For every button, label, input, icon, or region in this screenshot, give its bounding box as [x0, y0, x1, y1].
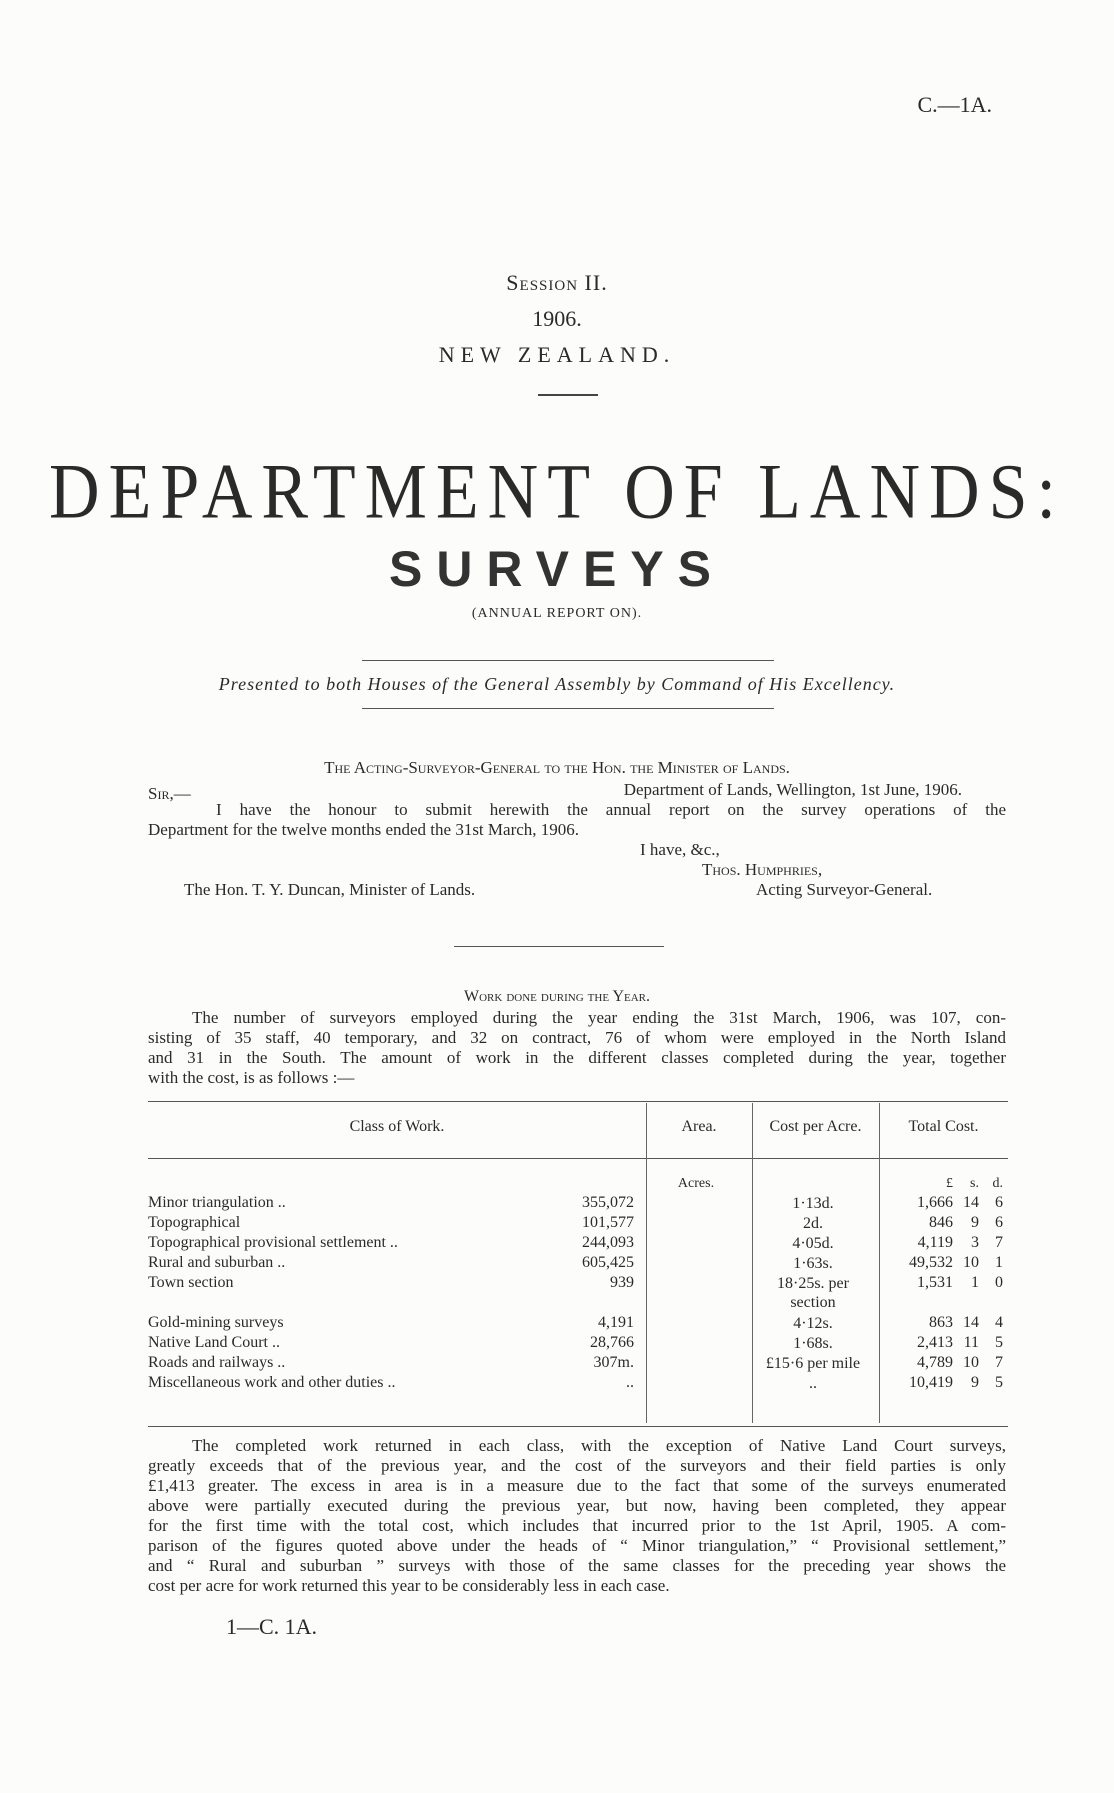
- unit-pounds: £: [946, 1176, 953, 1191]
- header-area: Area.: [681, 1118, 717, 1135]
- closing-line: and “ Rural and suburban ” surveys with those of the same classes for the preceding year shows the: [148, 1556, 1006, 1575]
- row-total-pounds: 10,419: [909, 1374, 953, 1391]
- unit-acres: Acres.: [677, 1176, 715, 1191]
- row-total-pounds: 4,119: [917, 1234, 953, 1251]
- row-total-pence: 0: [995, 1274, 1003, 1291]
- row-area: 307m.: [593, 1354, 634, 1371]
- row-total-pounds: 1,666: [917, 1194, 953, 1211]
- row-total-pence: 1: [995, 1254, 1003, 1271]
- row-class-name: Topographical: [148, 1214, 241, 1231]
- footer-code: 1—C. 1A.: [226, 1614, 318, 1639]
- letter-body-line1: I have the honour to submit herewith the annual report on the survey operations of the: [216, 800, 1006, 819]
- row-cost-per-acre: £15·6 per mile: [765, 1355, 861, 1372]
- letter-signer: Thos. Humphries,: [702, 860, 823, 879]
- closing-line: for the first time with the total cost, which includes that incurred prior to the 1st April, 1905. A com-: [148, 1516, 1006, 1535]
- row-total-pence: 7: [995, 1234, 1003, 1251]
- row-total-pence: 6: [995, 1214, 1003, 1231]
- row-cost-per-acre: ..: [809, 1375, 817, 1392]
- row-total-shillings: 11: [963, 1334, 979, 1351]
- table-row: [148, 1194, 1008, 1215]
- intro-paragraph: [148, 1008, 1006, 1088]
- country-line: NEW ZEALAND.: [438, 342, 676, 367]
- row-total-pounds: 863: [929, 1314, 953, 1331]
- year-line: 1906.: [532, 306, 582, 331]
- intro-line: The number of surveyors employed during the year ending the 31st March, 1906, was 107, con-: [192, 1008, 1006, 1027]
- row-class-name: Minor triangulation ..: [148, 1194, 286, 1211]
- divider: [454, 946, 664, 947]
- letter-salutation: Sir,—: [148, 784, 191, 803]
- section-heading: Work done during the Year.: [464, 988, 650, 1005]
- closing-line: above were partially executed during the previous year, but now, having been completed, they appear: [148, 1496, 1006, 1515]
- row-total-shillings: 10: [963, 1254, 979, 1271]
- letter-signer-title: Acting Surveyor-General.: [756, 880, 933, 899]
- row-class-name: Gold-mining surveys: [148, 1314, 284, 1331]
- table-row: [148, 1234, 1008, 1255]
- row-total-shillings: 10: [963, 1354, 979, 1371]
- row-total-pounds: 4,789: [917, 1354, 953, 1371]
- row-total-shillings: 9: [971, 1214, 979, 1231]
- row-area: ..: [626, 1374, 634, 1391]
- closing-line: parison of the figures quoted above under the heads of “ Minor triangulation,” “ Provisional settlement,”: [148, 1536, 1006, 1555]
- row-cost-per-acre: 18·25s. per section: [777, 1275, 849, 1311]
- row-total-pence: 7: [995, 1354, 1003, 1371]
- report-title: DEPARTMENT OF LANDS:: [49, 449, 1065, 536]
- intro-line: and 31 in the South. The amount of work in the different classes completed during the year, together: [148, 1048, 1006, 1067]
- report-note: (ANNUAL REPORT ON).: [471, 606, 643, 621]
- table-row: [148, 1274, 1008, 1311]
- closing-line: greatly exceeds that of the previous year, and the cost of the surveyors and their field parties is only: [148, 1456, 1006, 1475]
- row-area: 939: [610, 1274, 634, 1291]
- row-total-shillings: 3: [971, 1234, 979, 1251]
- letter-heading: [0, 758, 1114, 778]
- row-total-shillings: 14: [963, 1194, 979, 1211]
- row-cost-per-acre: 4·12s.: [793, 1315, 833, 1332]
- row-total-shillings: 1: [971, 1274, 979, 1291]
- divider: [362, 708, 774, 709]
- presented-line: Presented to both Houses of the General Assembly by Command of His Excellency.: [218, 674, 896, 694]
- page-code: C.—1A.: [917, 92, 992, 117]
- header-class: Class of Work.: [349, 1118, 445, 1135]
- row-total-shillings: 9: [971, 1374, 979, 1391]
- row-class-name: Rural and suburban ..: [148, 1254, 286, 1271]
- letter-body-line2: Department for the twelve months ended the 31st March, 1906.: [148, 820, 580, 839]
- row-total-pence: 5: [995, 1374, 1003, 1391]
- row-total-pence: 5: [995, 1334, 1003, 1351]
- row-class-name: Town section: [148, 1274, 234, 1291]
- row-total-pence: 4: [995, 1314, 1003, 1331]
- row-cost-per-acre: 1·13d.: [792, 1195, 834, 1212]
- row-class-name: Roads and railways ..: [148, 1354, 286, 1371]
- session-line: Session II.: [506, 270, 608, 295]
- table-row: [148, 1354, 1008, 1375]
- divider: [362, 660, 774, 661]
- unit-shillings: s.: [970, 1176, 979, 1191]
- row-area: 4,191: [598, 1314, 634, 1331]
- row-total-pounds: 49,532: [909, 1254, 953, 1271]
- letter-heading-text: The Acting-Surveyor-General to the Hon. the Minister of Lands.: [324, 758, 790, 777]
- row-total-pounds: 1,531: [917, 1274, 953, 1291]
- report-subtitle: SURVEYS: [388, 541, 726, 597]
- row-area: 605,425: [582, 1254, 634, 1271]
- row-cost-per-acre: 2d.: [803, 1215, 823, 1232]
- row-class-name: Topographical provisional settlement ..: [148, 1234, 398, 1251]
- table-top-rule: [148, 1101, 1008, 1102]
- row-cost-per-acre: 1·63s.: [793, 1255, 833, 1272]
- divider: [538, 394, 598, 396]
- table-row: [148, 1374, 1008, 1395]
- table-bottom-rule: [148, 1426, 1008, 1427]
- table-row: [148, 1314, 1008, 1335]
- row-total-pence: 6: [995, 1194, 1003, 1211]
- letter-recipient: The Hon. T. Y. Duncan, Minister of Lands.: [184, 880, 476, 899]
- table-row: [148, 1334, 1008, 1355]
- row-total-pounds: 2,413: [917, 1334, 953, 1351]
- header-cost-per-acre: Cost per Acre.: [769, 1118, 862, 1135]
- row-cost-per-acre: 1·68s.: [793, 1335, 833, 1352]
- row-total-pounds: 846: [929, 1214, 953, 1231]
- header-total-cost: Total Cost.: [908, 1118, 979, 1135]
- table-row: [148, 1214, 1008, 1235]
- table-row: [148, 1254, 1008, 1275]
- intro-line: sisting of 35 staff, 40 temporary, and 32 on contract, 76 of whom were employed in the North Island: [148, 1028, 1006, 1047]
- closing-paragraph: [148, 1436, 1006, 1596]
- row-area: 244,093: [582, 1234, 634, 1251]
- letter-closing: I have, &c.,: [640, 840, 720, 859]
- row-cost-per-acre: 4·05d.: [792, 1235, 834, 1252]
- unit-pence: d.: [992, 1176, 1003, 1191]
- row-area: 355,072: [582, 1194, 634, 1211]
- row-area: 28,766: [590, 1334, 634, 1351]
- closing-line: £1,413 greater. The excess in area is in a measure due to the fact that some of the surveys enumerated: [148, 1476, 1006, 1495]
- closing-line: cost per acre for work returned this year to be considerably less in each case.: [148, 1576, 670, 1595]
- closing-line: The completed work returned in each class, with the exception of Native Land Court surveys,: [192, 1436, 1006, 1455]
- row-class-name: Native Land Court ..: [148, 1334, 280, 1351]
- row-area: 101,577: [582, 1214, 634, 1231]
- row-total-shillings: 14: [963, 1314, 979, 1331]
- letter-address: Department of Lands, Wellington, 1st June, 1906.: [623, 780, 962, 799]
- row-class-name: Miscellaneous work and other duties ..: [148, 1374, 396, 1391]
- intro-line: with the cost, is as follows :—: [148, 1068, 355, 1087]
